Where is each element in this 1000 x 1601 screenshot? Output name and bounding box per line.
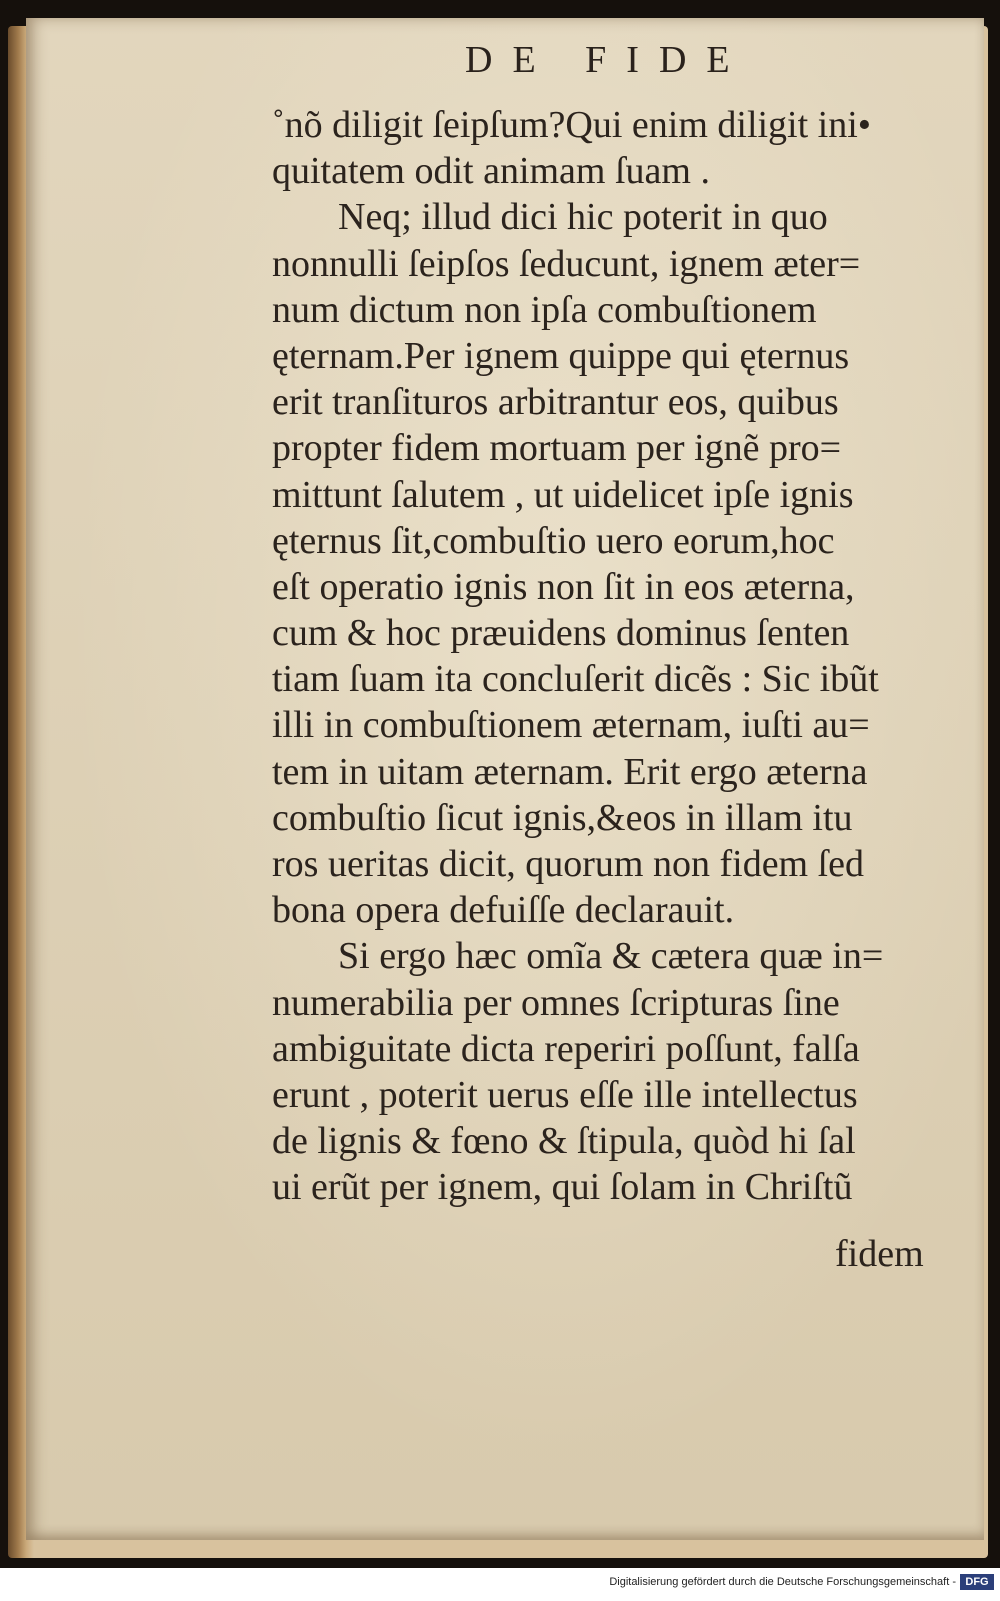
text-block <box>272 102 952 1211</box>
text-line: eſt operatio ignis non ſit in eos æterna, <box>272 565 855 608</box>
text-line: erit tranſituros arbitrantur eos, quibus <box>272 381 839 424</box>
running-head: DE FIDE <box>465 39 750 81</box>
text-line: ros ueritas dicit, quorum non fidem ſed <box>272 843 865 885</box>
text-line: de lignis & fœno & ſtipula, quòd hi ſal <box>272 1120 856 1163</box>
text-line: tem in uitam æternam. Erit ergo æterna <box>272 750 868 793</box>
text-line: tiam ſuam ita concluſerit dicẽs : Sic ibũt <box>272 658 879 701</box>
text-line: bona opera defuiſſe declarauit. <box>272 889 735 932</box>
text-line: propter fidem mortuam per ignẽ pro= <box>272 427 842 470</box>
text-line: cum & hoc præuidens dominus ſenten <box>272 612 850 655</box>
text-line: ęternam.Per ignem quippe qui ęternus <box>272 334 850 377</box>
text-line: Si ergo hæc omĩa & cætera quæ in= <box>338 935 884 978</box>
text-line: combuſtio ſicut ignis,&eos in illam itu <box>272 796 853 839</box>
text-line: quitatem odit animam ſuam . <box>272 150 710 193</box>
digitization-footer <box>0 1568 1000 1601</box>
text-line: ambiguitate dicta reperiri poſſunt, falſa <box>272 1027 860 1070</box>
text-line: ui erũt per ignem, qui ſolam in Chriſtũ <box>272 1166 853 1209</box>
text-line: Neq; illud dici hic poterit in quo <box>338 196 828 239</box>
catchword: fidem <box>835 1233 924 1275</box>
text-line: illi in combuſtionem æternam, iuſti au= <box>272 704 870 747</box>
text-line: nonnulli ſeipſos ſeducunt, ignem æter= <box>272 242 861 285</box>
text-line: numerabilia per omnes ſcripturas ſine <box>272 981 840 1024</box>
text-line: mittunt ſalutem , ut uidelicet ipſe ignis <box>272 473 854 516</box>
dfg-logo: DFG <box>960 1574 994 1590</box>
text-line: ˚nõ diligit ſeipſum?Qui enim diligit ini• <box>272 104 872 146</box>
text-line: num dictum non ipſa combuſtionem <box>272 288 817 331</box>
text-line: erunt , poterit uerus eſſe ille intellectus <box>272 1073 858 1116</box>
footer-credit: Digitalisierung gefördert durch die Deutsche Forschungsgemeinschaft - <box>609 1576 956 1588</box>
text-line: ęternus ſit,combuſtio uero eorum,hoc <box>272 519 835 562</box>
